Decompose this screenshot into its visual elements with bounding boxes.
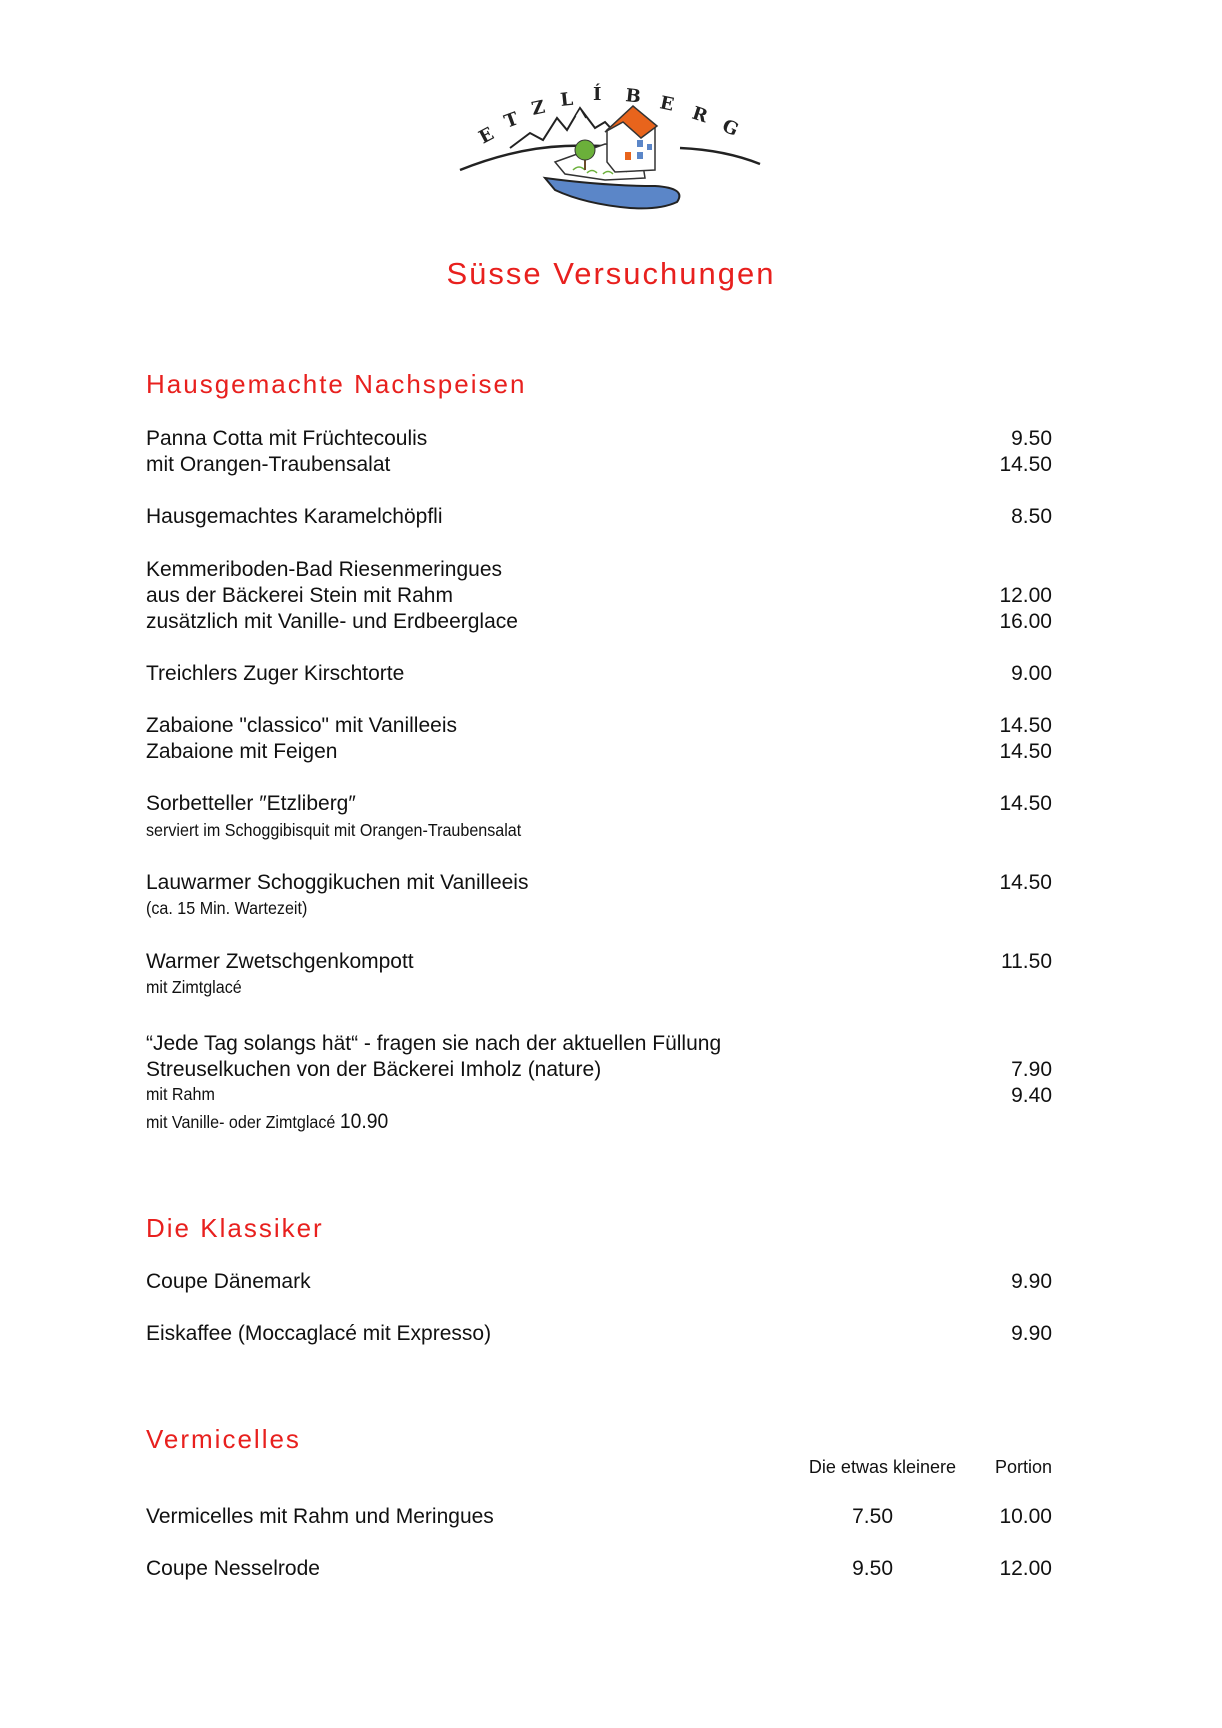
menu-item-price: 7.90 [1011, 1058, 1052, 1081]
menu-item-note [146, 1110, 388, 1134]
menu-item-name: Vermicelles mit Rahm und Meringues [146, 1505, 494, 1528]
menu-item-note: serviert im Schoggibisquit mit Orangen-Traubensalat [146, 820, 522, 840]
section-title-hausgemacht: Hausgemachte Nachspeisen [146, 369, 527, 399]
menu-item-name: Lauwarmer Schoggikuchen mit Vanilleeis [146, 871, 529, 894]
menu-item-price: 16.00 [999, 610, 1052, 633]
menu-item-name: Sorbetteller ″Etzliberg″ [146, 792, 356, 815]
section-title-klassiker: Die Klassiker [146, 1213, 324, 1243]
menu-item-name: Zabaione mit Feigen [146, 740, 338, 763]
menu-item-name: Streuselkuchen von der Bäckerei Imholz (nature) [146, 1058, 602, 1081]
menu-item-note: mit Zimtglacé [146, 977, 242, 997]
menu-item-price: 12.00 [999, 1557, 1052, 1580]
logo-letter: R [689, 102, 711, 128]
menu-item-note: mit Rahm [146, 1084, 215, 1104]
menu-item-name: aus der Bäckerei Stein mit Rahm [146, 584, 453, 607]
menu-item-note: (ca. 15 Min. Wartezeit) [146, 898, 308, 918]
menu-item-price-small: 7.50 [852, 1505, 893, 1528]
menu-item-price: 14.50 [999, 792, 1052, 815]
menu-item-name: Warmer Zwetschgenkompott [146, 950, 414, 973]
logo-letter: G [718, 115, 742, 141]
menu-item-name: Zabaione "classico" mit Vanilleeis [146, 714, 457, 737]
section-title-vermicelles: Vermicelles [146, 1424, 301, 1454]
menu-item-price: 9.50 [1011, 427, 1052, 450]
menu-item-price: 14.50 [999, 453, 1052, 476]
menu-item-price: 10.00 [999, 1505, 1052, 1528]
logo-letter: T [501, 108, 522, 133]
menu-item-price: 9.90 [1011, 1270, 1052, 1293]
menu-item-name: “Jede Tag solangs hät“ - fragen sie nach der aktuellen Füllung [146, 1032, 722, 1055]
column-header-portion: Portion [994, 1457, 1052, 1477]
menu-item-name: Coupe Dänemark [146, 1270, 311, 1293]
menu-item-name: Kemmeriboden-Bad Riesenmeringues [146, 558, 503, 581]
menu-item-price: 11.50 [1001, 950, 1052, 973]
menu-item-price-small: 9.50 [852, 1557, 893, 1580]
page-title: Süsse Versuchungen [446, 256, 776, 291]
menu-item-price: 14.50 [999, 714, 1052, 737]
logo-letter: E [657, 92, 676, 116]
logo [455, 78, 775, 213]
logo-letter: B [624, 85, 642, 108]
menu-item-price: 14.50 [999, 871, 1052, 894]
column-header-small: Die etwas kleinere [808, 1457, 956, 1477]
logo-letter: L [559, 88, 575, 111]
menu-item-name: mit Orangen-Traubensalat [146, 453, 391, 476]
menu-item-name: zusätzlich mit Vanille- und Erdbeerglace [146, 610, 518, 633]
menu-item-price: 9.00 [1011, 662, 1052, 685]
menu-item-price: 8.50 [1011, 505, 1052, 528]
logo-letter: E [475, 123, 498, 149]
menu-item-name: Coupe Nesselrode [146, 1557, 320, 1580]
logo-letter: Í [593, 84, 602, 105]
menu-item-price: 14.50 [999, 740, 1052, 763]
menu-item-name: Panna Cotta mit Früchtecoulis [146, 427, 428, 450]
logo-emblem-icon [455, 78, 775, 213]
menu-item-inline-price: 10.90 [339, 1110, 389, 1133]
menu-item-price: 9.90 [1011, 1322, 1052, 1345]
menu-item-name: Treichlers Zuger Kirschtorte [146, 662, 405, 685]
menu-item-price: 12.00 [999, 584, 1052, 607]
menu-item-name: Eiskaffee (Moccaglacé mit Expresso) [146, 1322, 492, 1345]
menu-item-note-text: mit Vanille- oder Zimtglacé [146, 1112, 336, 1132]
menu-item-name: Hausgemachtes Karamelchöpfli [146, 505, 443, 528]
logo-letter: Z [529, 96, 547, 120]
menu-item-price: 9.40 [1011, 1084, 1052, 1107]
